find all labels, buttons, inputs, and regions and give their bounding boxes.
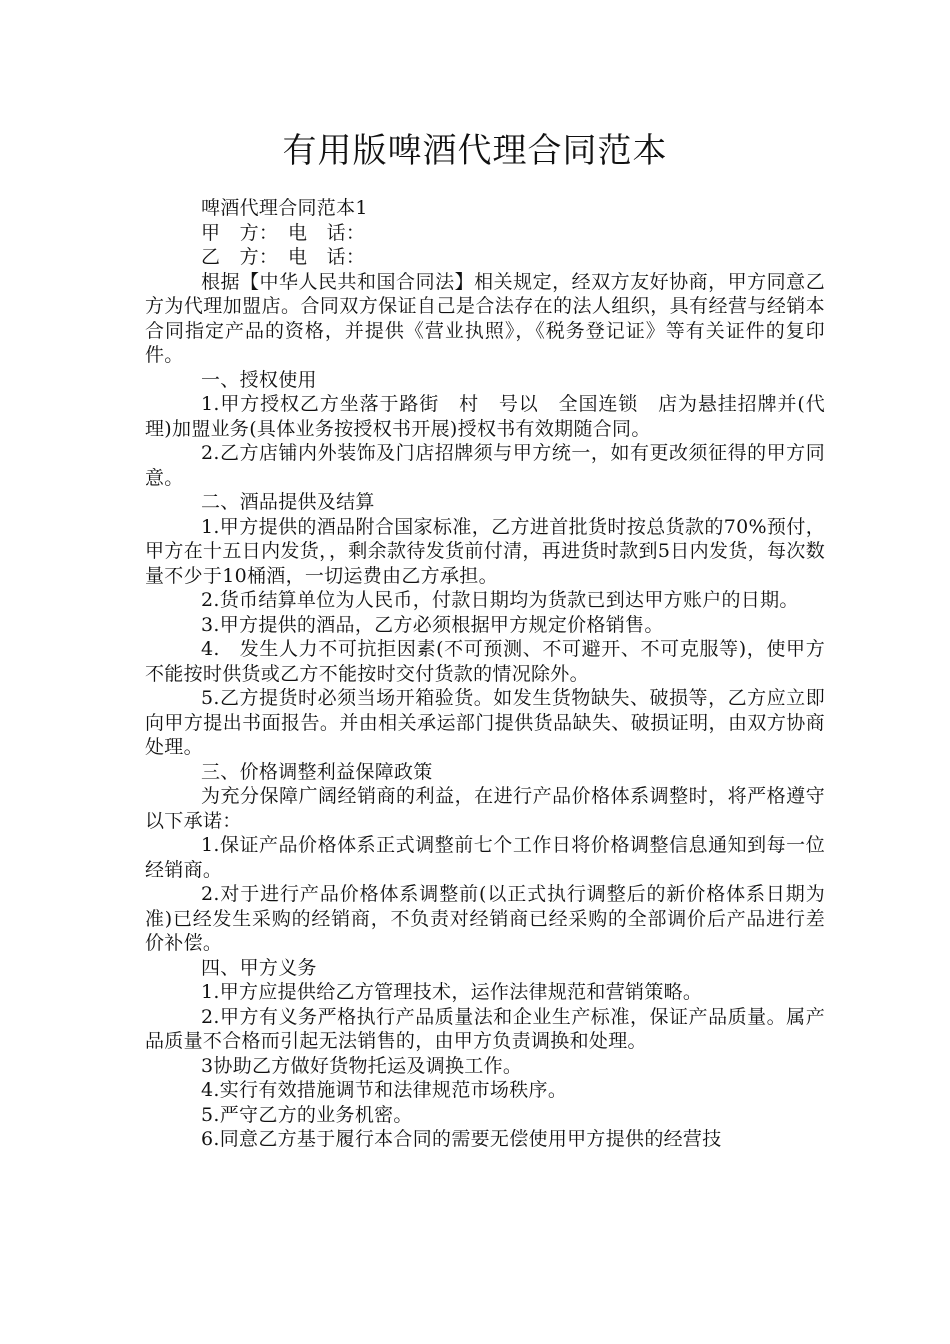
section-heading-4: 四、甲方义务 xyxy=(201,956,317,979)
paragraph-4-3: 3协助乙方做好货物托运及调换工作。 xyxy=(201,1054,523,1077)
paragraph-1-2: 2.乙方店铺内外装饰及门店招牌须与甲方统一，如有更改须征得的甲方同意。 xyxy=(145,442,825,489)
paragraph-4-5: 5.严守乙方的业务机密。 xyxy=(201,1103,413,1126)
paragraph-2-1: 1.甲方提供的酒品附合国家标准，乙方进首批货时按总货款的70%预付，甲方在十五日内发货，，剩余款待发货前付清，再进货时款到5日内发货，每次数量不少于10桶酒，一切运费由乙方承担。 xyxy=(145,515,825,587)
section-heading-2: 二、酒品提供及结算 xyxy=(201,491,375,513)
paragraph-2-3: 3.甲方提供的酒品，乙方必须根据甲方规定价格销售。 xyxy=(201,613,664,636)
paragraph-3-1: 1.保证产品价格体系正式调整前七个工作日将价格调整信息通知到每一位经销商。 xyxy=(145,834,825,881)
paragraph-subtitle: 啤酒代理合同范本1 xyxy=(201,197,368,219)
paragraph-3-intro: 为充分保障广阔经销商的利益，在进行产品价格体系调整时，将严格遵守以下承诺： xyxy=(145,785,825,832)
section-heading-3: 三、价格调整利益保障政策 xyxy=(201,760,433,783)
paragraph-2-4: 4. 发生人力不可抗拒因素(不可预测、不可避开、不可克服等)，使甲方不能按时供货或乙方不能按时交付货款的情况除外。 xyxy=(145,638,825,685)
paragraph-4-1: 1.甲方应提供给乙方管理技术，运作法律规范和营销策略。 xyxy=(201,981,703,1003)
document-title: 有用版啤酒代理合同范本 xyxy=(282,131,668,171)
paragraph-preamble: 根据【中华人民共和国合同法】相关规定，经双方友好协商，甲方同意乙方为代理加盟店。合同双方保证自己是合法存在的法人组织，具有经营与经销本合同指定产品的资格，并提供《营业执照》，《税务登记证》等有关证件的复印件。 xyxy=(145,270,825,366)
paragraph-1-1: 1.甲方授权乙方坐落于路街 村 号以 全国连锁 店为悬挂招牌并(代理)加盟业务(具体业务按授权书开展)授权书有效期随合同。 xyxy=(145,393,825,440)
paragraph-party-a: 甲 方： 电 话： xyxy=(201,221,366,244)
paragraph-3-2: 2.对于进行产品价格体系调整前(以正式执行调整后的新价格体系日期为准)已经发生采购的经销商，不负责对经销商已经采购的全部调价后产品进行差价补偿。 xyxy=(145,883,825,954)
document-body xyxy=(145,196,825,1152)
section-heading-1: 一、授权使用 xyxy=(201,368,317,391)
paragraph-4-6: 6.同意乙方基于履行本合同的需要无偿使用甲方提供的经营技 xyxy=(201,1128,722,1150)
paragraph-party-b: 乙 方： 电 话： xyxy=(201,246,366,268)
paragraph-2-5: 5.乙方提货时必须当场开箱验货。如发生货物缺失、破损等，乙方应立即向甲方提出书面报告。并由相关承运部门提供货品缺失、破损证明，由双方协商处理。 xyxy=(145,687,825,758)
paragraph-4-2: 2.甲方有义务严格执行产品质量法和企业生产标准，保证产品质量。属产品质量不合格而引起无法销售的，由甲方负责调换和处理。 xyxy=(145,1005,825,1052)
paragraph-4-4: 4.实行有效措施调节和法律规范市场秩序。 xyxy=(201,1079,568,1101)
paragraph-2-2: 2.货币结算单位为人民币，付款日期均为货款已到达甲方账户的日期。 xyxy=(201,589,799,611)
